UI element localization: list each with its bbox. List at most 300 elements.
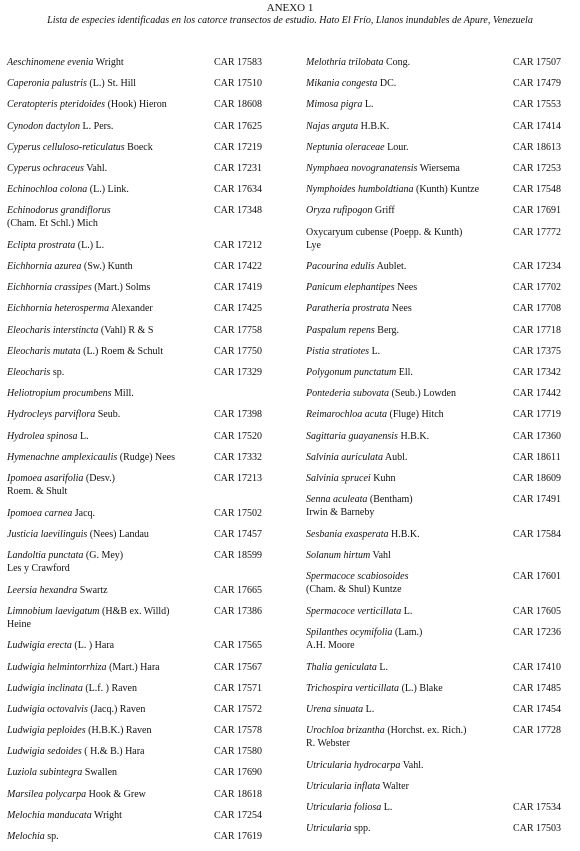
species-author: (Kunth) Kuntze — [416, 184, 480, 196]
species-name — [306, 801, 506, 814]
herbarium-code: CAR 17348 — [214, 205, 263, 217]
species-name — [7, 281, 207, 294]
species-author: Lye — [306, 239, 321, 251]
species-binomial: Utricularia hydrocarpa — [306, 759, 401, 771]
species-row — [306, 801, 576, 822]
species-row — [7, 830, 297, 851]
herbarium-code: CAR 17360 — [513, 430, 562, 442]
species-binomial: Ludwigia inclinata — [7, 682, 83, 694]
species-binomial: Oxycaryum cubense — [306, 226, 388, 238]
species-name — [306, 451, 506, 464]
page-title: ANEXO 1 — [266, 2, 314, 14]
species-author: Griff — [374, 205, 395, 217]
species-author: (H.B.K.) Raven — [88, 725, 152, 737]
species-author: Irwin & Barneby — [306, 507, 375, 519]
species-row — [306, 549, 576, 570]
herbarium-code: CAR 17485 — [513, 682, 562, 694]
species-author: sp. — [52, 367, 65, 379]
species-row — [7, 809, 297, 830]
species-row — [7, 451, 297, 472]
species-row — [306, 162, 576, 183]
species-row — [306, 226, 576, 261]
species-binomial: Najas arguta — [306, 120, 359, 132]
species-binomial: Heliotropium procumbens — [7, 388, 112, 400]
species-author: H.B.K. — [391, 528, 420, 540]
herbarium-code: CAR 17386 — [214, 605, 263, 617]
species-row — [7, 661, 297, 682]
species-name — [306, 56, 506, 69]
species-author: L. — [383, 802, 393, 814]
species-author: H.B.K. — [400, 430, 430, 442]
species-row — [7, 239, 297, 260]
species-author: Boeck — [127, 141, 153, 153]
species-binomial: Justicia laevilinguis — [7, 528, 88, 540]
species-binomial: Utricularia foliosa — [306, 802, 382, 814]
species-row — [7, 56, 297, 77]
species-name — [7, 302, 207, 315]
species-binomial: Leersia hexandra — [7, 584, 78, 596]
species-binomial: Landoltia punctata — [7, 549, 84, 561]
herbarium-code: CAR 17332 — [214, 451, 263, 463]
species-row — [7, 528, 297, 549]
species-name — [7, 204, 207, 230]
species-row — [306, 302, 576, 323]
species-row — [306, 472, 576, 493]
species-author: Alexander — [111, 303, 153, 315]
herbarium-code: CAR 17548 — [513, 184, 562, 196]
species-binomial: Ludwigia helmintorrhiza — [7, 661, 107, 673]
species-binomial: Trichospira verticillata — [306, 682, 400, 694]
species-author: Seub. — [97, 409, 121, 421]
species-row — [306, 451, 576, 472]
species-binomial: Ceratopteris pteridoides — [7, 99, 106, 111]
species-name — [7, 661, 207, 674]
species-author: Vahl — [372, 549, 391, 561]
herbarium-code: CAR 17565 — [214, 640, 263, 652]
species-row — [306, 626, 576, 661]
species-binomial: Mikania congesta — [306, 78, 378, 90]
species-name — [306, 260, 506, 273]
species-row — [7, 430, 297, 451]
herbarium-code: CAR 17691 — [513, 205, 562, 217]
herbarium-code: CAR 17601 — [513, 571, 562, 583]
herbarium-code: CAR 17580 — [214, 746, 263, 758]
species-name — [306, 281, 506, 294]
herbarium-code: CAR 17375 — [513, 345, 562, 357]
species-row — [306, 408, 576, 429]
herbarium-code: CAR 17605 — [513, 605, 562, 617]
species-author: spp. — [354, 823, 371, 835]
species-binomial: Salvinia auriculata — [306, 451, 383, 463]
species-author: (Fluge) Hitch — [389, 409, 444, 421]
page-subtitle: Lista de especies identificadas en los catorce transectos de estudio. Hato El Frío, Llanos inundables de Apure, Venezuela — [47, 15, 533, 26]
species-binomial: Cyperus celluloso-reticulatus — [7, 141, 125, 153]
species-author: (Seub.) Lowden — [391, 388, 456, 400]
species-binomial: Melothria trilobata — [306, 57, 384, 68]
species-author: (Lam.) — [394, 626, 423, 638]
herbarium-code: CAR 17422 — [214, 261, 263, 273]
species-row — [306, 759, 576, 780]
species-row — [7, 724, 297, 745]
species-row — [7, 682, 297, 703]
species-row — [7, 472, 297, 507]
species-row — [7, 98, 297, 119]
herbarium-code: CAR 17491 — [513, 494, 562, 506]
herbarium-code: CAR 17625 — [214, 120, 263, 132]
species-name — [7, 639, 207, 652]
species-name — [7, 605, 207, 631]
species-author: Berg. — [377, 324, 400, 336]
species-binomial: Utricularia — [306, 823, 352, 835]
species-author: (Poepp. & Kunth) — [390, 226, 463, 238]
species-binomial: Urena sinuata — [306, 703, 364, 715]
species-binomial: Nymphaea novogranatensis — [306, 162, 418, 174]
herbarium-code: CAR 17219 — [214, 141, 263, 153]
species-name — [7, 809, 207, 822]
species-author: ( H.& B.) Hara — [84, 746, 145, 758]
species-name — [306, 141, 506, 154]
species-name — [306, 345, 506, 358]
herbarium-code: CAR 17708 — [513, 303, 562, 315]
herbarium-code: CAR 17578 — [214, 725, 263, 737]
species-author: Nees — [391, 303, 412, 315]
species-row — [306, 703, 576, 724]
species-name — [306, 366, 506, 379]
species-row — [7, 260, 297, 281]
species-binomial: Eichhornia azurea — [7, 261, 82, 273]
species-row — [7, 387, 297, 408]
species-row — [7, 745, 297, 766]
species-binomial: Caperonia palustris — [7, 78, 87, 90]
species-row — [306, 77, 576, 98]
species-name — [7, 387, 207, 400]
species-author: Wright — [94, 809, 122, 821]
species-author: Cong. — [386, 57, 411, 68]
herbarium-code: CAR 18599 — [214, 549, 263, 561]
species-author: Wright — [95, 57, 124, 68]
species-author: A.H. Moore — [306, 639, 355, 651]
species-binomial: Eleocharis interstincta — [7, 324, 99, 336]
species-author: Aublet. — [376, 261, 407, 273]
species-row — [7, 507, 297, 528]
herbarium-code: CAR 17520 — [214, 430, 263, 442]
species-name — [306, 408, 506, 421]
species-binomial: Spilanthes ocymifolia — [306, 626, 393, 638]
species-row — [306, 430, 576, 451]
herbarium-code: CAR 17414 — [513, 120, 562, 132]
species-name — [306, 759, 506, 772]
species-binomial: Ludwigia peploides — [7, 725, 86, 737]
species-author: (Nees) Landau — [89, 528, 149, 540]
species-name — [7, 141, 207, 154]
species-binomial: Neptunia oleraceae — [306, 141, 385, 153]
species-author: (L.) Blake — [401, 682, 443, 694]
species-row — [306, 605, 576, 626]
species-binomial: Spermacoce scabiosoides — [306, 571, 409, 583]
species-binomial: Oryza rufipogon — [306, 205, 373, 217]
species-name — [306, 724, 506, 750]
species-name — [306, 780, 506, 793]
species-author: (Rudge) Nees — [119, 451, 176, 463]
herbarium-code: CAR 17619 — [214, 831, 263, 842]
species-row — [7, 703, 297, 724]
herbarium-code: CAR 17253 — [513, 162, 562, 174]
species-binomial: Urochloa brizantha — [306, 725, 385, 737]
species-author: (Sw.) Kunth — [83, 261, 133, 273]
herbarium-code: CAR 17419 — [214, 282, 263, 294]
species-author: Mill. — [114, 388, 134, 400]
species-name — [7, 549, 207, 575]
species-author: DC. — [379, 78, 397, 90]
species-binomial: Ipomoea carnea — [7, 507, 73, 519]
herbarium-code: CAR 18609 — [513, 472, 562, 484]
herbarium-code: CAR 17665 — [214, 584, 263, 596]
species-name — [7, 408, 207, 421]
species-name — [306, 472, 506, 485]
herbarium-code: CAR 17728 — [513, 725, 562, 737]
species-author: R. Webster — [306, 738, 351, 750]
species-name — [7, 324, 207, 337]
herbarium-code: CAR 17584 — [513, 528, 562, 540]
species-author: (G. Mey) — [85, 549, 124, 561]
species-row — [7, 584, 297, 605]
species-name — [7, 430, 207, 443]
species-row — [306, 204, 576, 225]
species-name — [306, 528, 506, 541]
species-row — [306, 98, 576, 119]
herbarium-code: CAR 17634 — [214, 184, 263, 196]
species-row — [306, 260, 576, 281]
species-binomial: Polygonum punctatum — [306, 367, 397, 379]
species-author: (Desv.) — [85, 472, 115, 484]
species-name — [306, 682, 506, 695]
herbarium-code: CAR 17236 — [513, 626, 562, 638]
species-binomial: Pacourina edulis — [306, 261, 375, 273]
species-author: (Vahl) R & S — [100, 324, 154, 336]
species-row — [7, 281, 297, 302]
herbarium-code: CAR 18611 — [513, 451, 561, 463]
species-name — [7, 703, 207, 716]
species-name — [306, 302, 506, 315]
species-author: (Cham. Et Schl.) Mich — [7, 218, 98, 230]
species-row — [306, 345, 576, 366]
species-row — [7, 549, 297, 584]
species-binomial: Luziola subintegra — [7, 767, 83, 779]
species-binomial: Ludwigia sedoides — [7, 746, 82, 758]
species-author: L. — [79, 430, 89, 442]
species-binomial: Pistia stratiotes — [306, 345, 370, 357]
species-column-left — [7, 56, 297, 851]
herbarium-code: CAR 17718 — [513, 324, 562, 336]
species-name — [7, 239, 207, 252]
species-row — [306, 724, 576, 759]
species-name — [7, 120, 207, 133]
species-author: (Horchst. ex. Rich.) — [387, 725, 467, 737]
herbarium-code: CAR 17534 — [513, 802, 562, 814]
species-name — [306, 430, 506, 443]
species-name — [306, 661, 506, 674]
species-binomial: Paratheria prostrata — [306, 303, 390, 315]
species-name — [306, 570, 506, 596]
species-author: (Mart.) Solms — [94, 282, 151, 294]
species-row — [7, 77, 297, 98]
herbarium-code: CAR 17719 — [513, 409, 562, 421]
species-binomial: Paspalum repens — [306, 324, 375, 336]
herbarium-code: CAR 17553 — [513, 99, 562, 111]
herbarium-code: CAR 17571 — [214, 682, 263, 694]
species-name — [306, 493, 506, 519]
herbarium-code: CAR 17503 — [513, 823, 562, 835]
herbarium-code: CAR 17410 — [513, 661, 562, 673]
species-name — [306, 822, 506, 835]
herbarium-code: CAR 17502 — [214, 507, 263, 519]
species-author: Kuhn — [373, 472, 396, 484]
species-row — [306, 56, 576, 77]
species-author: Hook & Grew — [88, 788, 146, 800]
species-row — [7, 408, 297, 429]
species-binomial: Mimosa pigra — [306, 99, 363, 111]
species-author: (Cham. & Shul) Kuntze — [306, 584, 402, 596]
species-binomial: Solanum hirtum — [306, 549, 371, 561]
species-name — [7, 56, 207, 69]
species-name — [7, 788, 207, 801]
species-author: Les y Crawford — [7, 562, 70, 574]
species-binomial: Cynodon dactylon — [7, 120, 81, 132]
herbarium-code: CAR 17329 — [214, 367, 263, 379]
species-row — [7, 788, 297, 809]
species-author: (Mart.) Hara — [109, 661, 160, 673]
species-binomial: Panicum elephantipes — [306, 282, 395, 294]
species-row — [7, 324, 297, 345]
species-row — [7, 204, 297, 239]
species-row — [306, 281, 576, 302]
species-name — [7, 260, 207, 273]
species-binomial: Echinodorus grandiflorus — [7, 205, 111, 217]
herbarium-code: CAR 17583 — [214, 57, 263, 68]
species-binomial: Thalia geniculata — [306, 661, 377, 673]
herbarium-code: CAR 17212 — [214, 239, 263, 251]
species-author: Swartz — [79, 584, 108, 596]
species-row — [7, 302, 297, 323]
herbarium-code: CAR 18608 — [214, 99, 263, 111]
species-name — [306, 387, 506, 400]
species-name — [7, 366, 207, 379]
species-name — [7, 766, 207, 779]
herbarium-code: CAR 17507 — [513, 57, 562, 68]
species-name — [7, 345, 207, 358]
species-author: L. — [379, 661, 388, 673]
species-binomial: Melochia manducata — [7, 809, 92, 821]
species-row — [306, 141, 576, 162]
species-row — [306, 570, 576, 605]
species-binomial: Echinochloa colona — [7, 184, 88, 196]
species-binomial: Sesbania exasperata — [306, 528, 389, 540]
herbarium-code: CAR 17213 — [214, 472, 263, 484]
species-binomial: Hydrolea spinosa — [7, 430, 78, 442]
species-row — [306, 493, 576, 528]
species-binomial: Sagittaria guayanensis — [306, 430, 398, 442]
herbarium-code: CAR 17342 — [513, 367, 562, 379]
species-author: (L.f. ) Raven — [85, 682, 137, 694]
species-author: Vahl. — [86, 162, 108, 174]
species-name — [306, 77, 506, 90]
species-binomial: Nymphoides humboldtiana — [306, 184, 414, 196]
species-name — [306, 626, 506, 652]
species-name — [7, 682, 207, 695]
herbarium-code: CAR 17510 — [214, 78, 263, 90]
species-row — [7, 639, 297, 660]
species-author: (L.) L. — [77, 239, 105, 251]
species-binomial: Eclipta prostrata — [7, 239, 76, 251]
species-author: L. — [364, 99, 374, 111]
species-binomial: Eleocharis — [7, 367, 51, 379]
herbarium-code: CAR 17231 — [214, 162, 263, 174]
herbarium-code: CAR 17454 — [513, 703, 562, 715]
species-binomial: Spermacoce verticillata — [306, 605, 402, 617]
species-row — [306, 780, 576, 801]
species-name — [306, 98, 506, 111]
herbarium-code: CAR 17758 — [214, 324, 263, 336]
herbarium-code: CAR 18613 — [513, 141, 562, 153]
species-row — [7, 183, 297, 204]
species-binomial: Senna aculeata — [306, 494, 368, 506]
species-row — [306, 528, 576, 549]
species-name — [7, 77, 207, 90]
species-row — [7, 120, 297, 141]
species-row — [306, 324, 576, 345]
species-row — [306, 682, 576, 703]
species-name — [7, 98, 207, 111]
species-author: Aubl. — [384, 451, 408, 463]
species-binomial: Limnobium laevigatum — [7, 605, 100, 617]
herbarium-code: CAR 17425 — [214, 303, 263, 315]
species-name — [7, 162, 207, 175]
species-row — [306, 822, 576, 843]
species-name — [306, 324, 506, 337]
species-name — [7, 745, 207, 758]
species-binomial: Hymenachne amplexicaulis — [7, 451, 118, 463]
species-author: (L.) St. Hill — [89, 78, 137, 90]
species-name — [7, 830, 207, 843]
herbarium-code: CAR 17398 — [214, 409, 263, 421]
species-row — [306, 183, 576, 204]
species-row — [7, 141, 297, 162]
species-name — [7, 584, 207, 597]
herbarium-code: CAR 17234 — [513, 261, 562, 273]
species-name — [306, 703, 506, 716]
species-binomial: Ludwigia octovalvis — [7, 703, 88, 715]
herbarium-code: CAR 17572 — [214, 703, 263, 715]
species-binomial: Melochia — [7, 831, 45, 842]
species-binomial: Marsilea polycarpa — [7, 788, 87, 800]
species-author: (Bentham) — [369, 494, 413, 506]
species-name — [7, 724, 207, 737]
herbarium-code: CAR 17750 — [214, 345, 263, 357]
species-binomial: Eichhornia heterosperma — [7, 303, 110, 315]
species-author: (Jacq.) Raven — [90, 703, 146, 715]
species-author: Swallen — [84, 767, 118, 779]
species-author: (L. ) Hara — [74, 640, 115, 652]
species-author: (H&B ex. Willd) — [102, 605, 170, 617]
species-name — [306, 120, 506, 133]
species-author: L. Pers. — [82, 120, 114, 132]
species-author: (Hook) Hieron — [107, 99, 167, 111]
herbarium-code: CAR 17479 — [513, 78, 562, 90]
species-row — [7, 345, 297, 366]
species-name — [306, 549, 506, 562]
herbarium-code: CAR 17690 — [214, 767, 263, 779]
species-row — [306, 366, 576, 387]
